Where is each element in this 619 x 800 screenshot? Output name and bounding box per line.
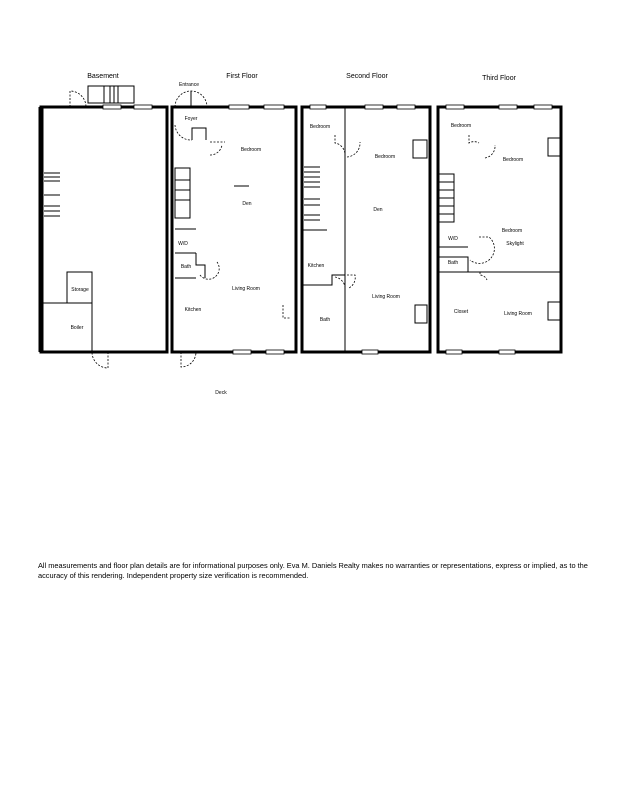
room-label: Bath — [180, 264, 192, 270]
room-label: Closet — [453, 309, 469, 315]
basement-plan — [41, 86, 167, 368]
room-label: Entrance — [178, 82, 200, 88]
room-label: Boiler — [70, 325, 84, 331]
room-label: Bedroom — [501, 228, 523, 234]
room-label: Foyer — [184, 116, 198, 122]
room-label: Bedroom — [240, 147, 262, 153]
room-label: Bedroom — [502, 157, 524, 163]
third-floor-plan — [438, 105, 561, 354]
room-label: Bath — [319, 317, 331, 323]
room-label: Living Room — [232, 286, 260, 292]
room-label: W/D — [448, 236, 458, 242]
room-label: Living Room — [504, 311, 532, 317]
third-floor-title: Third Floor — [482, 75, 516, 82]
room-label: W/D — [178, 241, 188, 247]
deck-label: Deck — [215, 390, 227, 396]
room-label: Storage — [71, 287, 89, 293]
second-floor-title: Second Floor — [346, 73, 388, 80]
basement-title: Basement — [87, 73, 119, 80]
second-floor-plan — [302, 105, 430, 354]
room-label: Bedroom — [450, 123, 472, 129]
room-label: Bath — [447, 260, 459, 266]
first-floor-plan — [172, 82, 296, 396]
room-label: Bedroom — [309, 124, 331, 130]
room-label: Skylight — [506, 241, 524, 247]
room-label: Den — [242, 201, 252, 207]
room-label: Kitchen — [184, 307, 202, 313]
room-label: Living Room — [372, 294, 400, 300]
room-label: Kitchen — [307, 263, 325, 269]
first-floor-title: First Floor — [226, 73, 258, 80]
room-label: Bedroom — [374, 154, 396, 160]
disclaimer-text: All measurements and floor plan details are for informational purposes only. Eva M. Daniels Realty makes no warranties or representations, express or implied, as to the accuracy of this rendering. Independent property size verification is recommended. — [38, 561, 588, 580]
room-label: Den — [373, 207, 383, 213]
